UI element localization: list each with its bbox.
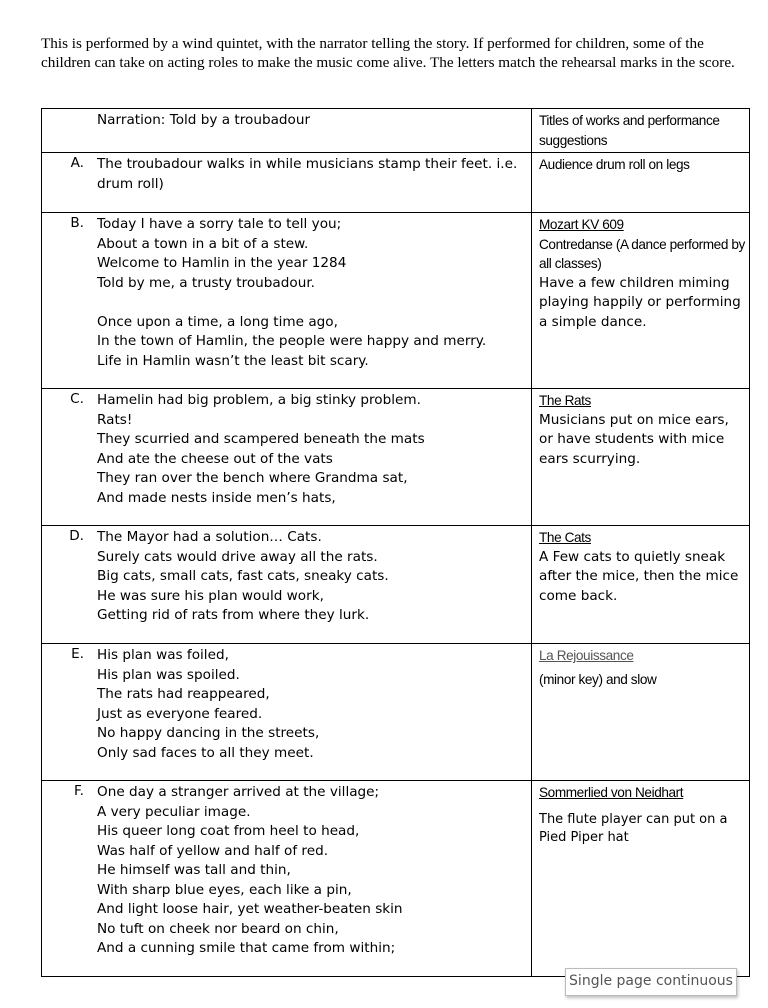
narration-line: Getting rid of rats from where they lurk. — [97, 607, 370, 623]
table-row — [42, 213, 750, 389]
work-title: The Rats — [539, 393, 591, 408]
work-title: Mozart KV 609 — [539, 217, 624, 232]
narration-line: No happy dancing in the streets, — [97, 725, 320, 741]
table-body — [42, 153, 750, 977]
rehearsal-mark: D. — [69, 528, 84, 544]
performance-cell — [532, 153, 750, 213]
narration-line: Just as everyone feared. — [97, 705, 263, 722]
narration-line: And ate the cheese out of the vats — [97, 450, 333, 467]
performance-note: A Few cats to quietly sneak after the mice, then the mice come back. — [539, 548, 739, 604]
performance-cell — [532, 526, 750, 644]
narration-line: They ran over the bench where Grandma sat, — [97, 470, 408, 486]
narration-line: Hamelin had big problem, a big stinky problem. — [97, 392, 421, 408]
table-row — [42, 644, 750, 781]
narration-cell — [42, 213, 532, 389]
performance-note: The flute player can put on a Pied Piper hat — [539, 811, 728, 845]
narration-line: He was sure his plan would work, — [97, 587, 324, 604]
performance-note: Have a few children miming playing happily or performing a simple dance. — [539, 274, 741, 330]
narration-cell — [42, 389, 532, 526]
narration-line: A very peculiar image. — [97, 803, 251, 820]
narration-cell — [42, 526, 532, 644]
rehearsal-mark: F. — [74, 783, 84, 799]
performance-note: (minor key) and slow — [539, 671, 657, 687]
narration-line: Surely cats would drive away all the rats. — [97, 548, 378, 565]
narration-line: His plan was foiled, — [97, 647, 229, 663]
narration-table — [41, 108, 750, 977]
table-row — [42, 526, 750, 644]
narration-line: His queer long coat from heel to head, — [97, 823, 360, 839]
narration-line: He himself was tall and thin, — [97, 862, 291, 878]
narration-cell — [42, 644, 532, 781]
narration-line: The troubadour walks in while musicians stamp their feet. i.e. drum roll) — [97, 156, 518, 192]
narration-line: Big cats, small cats, fast cats, sneaky cats. — [97, 568, 389, 584]
narration-line: Welcome to Hamlin in the year 1284 — [97, 255, 347, 271]
page-mode-badge[interactable]: Single page continuous — [565, 968, 737, 996]
header-titles-cell — [532, 109, 750, 153]
table-header-row — [42, 109, 750, 153]
work-title: Sommerlied von Neidhart — [539, 785, 684, 800]
table-row — [42, 153, 750, 213]
narration-line: They scurried and scampered beneath the mats — [97, 431, 425, 447]
performance-cell — [532, 213, 750, 389]
narration-line: In the town of Hamlin, the people were happy and merry. — [97, 333, 487, 349]
narration-line: And a cunning smile that came from within; — [97, 940, 396, 956]
narration-line: About a town in a bit of a stew. — [97, 235, 309, 252]
performance-note: Musicians put on mice ears, or have students with mice ears scurrying. — [539, 411, 729, 467]
narration-cell — [42, 781, 532, 977]
performance-note: Contredanse (A dance performed by all classes) — [539, 236, 745, 271]
work-title[interactable]: La Rejouissance — [539, 648, 634, 663]
narration-line: Was half of yellow and half of red. — [97, 842, 329, 859]
table-row — [42, 389, 750, 526]
narration-cell — [42, 153, 532, 213]
narration-line: Told by me, a trusty troubadour. — [97, 274, 315, 291]
performance-cell — [532, 644, 750, 781]
narration-line: Rats! — [97, 411, 133, 428]
performance-cell — [532, 781, 750, 977]
performance-cell — [532, 389, 750, 526]
narration-line: And light loose hair, yet weather-beaten skin — [97, 901, 403, 917]
narration-line: The rats had reappeared, — [97, 686, 270, 702]
header-titles: Titles of works and performance suggestions — [539, 113, 720, 148]
narration-line: Once upon a time, a long time ago, — [97, 313, 338, 330]
rehearsal-mark: A. — [70, 155, 84, 171]
rehearsal-mark: C. — [70, 391, 84, 407]
work-title: The Cats — [539, 530, 591, 545]
header-narration: Narration: Told by a troubadour — [97, 112, 311, 128]
table-row — [42, 781, 750, 977]
intro-paragraph: This is performed by a wind quintet, with the narrator telling the story. If performed for children, some of the children can take on acting roles to make the music come alive. The letters match the rehearsal marks in the score. — [41, 35, 735, 71]
header-narration-cell — [42, 109, 532, 153]
narration-line: The Mayor had a solution… Cats. — [97, 529, 322, 545]
narration-line: With sharp blue eyes, each like a pin, — [97, 881, 352, 898]
narration-line: Today I have a sorry tale to tell you; — [97, 216, 342, 232]
rehearsal-mark: E. — [71, 646, 84, 662]
narration-line: Life in Hamlin wasn’t the least bit scary. — [97, 352, 369, 369]
narration-line: And made nests inside men’s hats, — [97, 489, 336, 506]
performance-note: Audience drum roll on legs — [539, 157, 690, 172]
narration-line: No tuft on cheek nor beard on chin, — [97, 920, 339, 937]
narration-line: His plan was spoiled. — [97, 666, 240, 683]
rehearsal-mark: B. — [70, 215, 84, 231]
narration-line: One day a stranger arrived at the village; — [97, 784, 380, 800]
narration-line: Only sad faces to all they meet. — [97, 744, 314, 761]
